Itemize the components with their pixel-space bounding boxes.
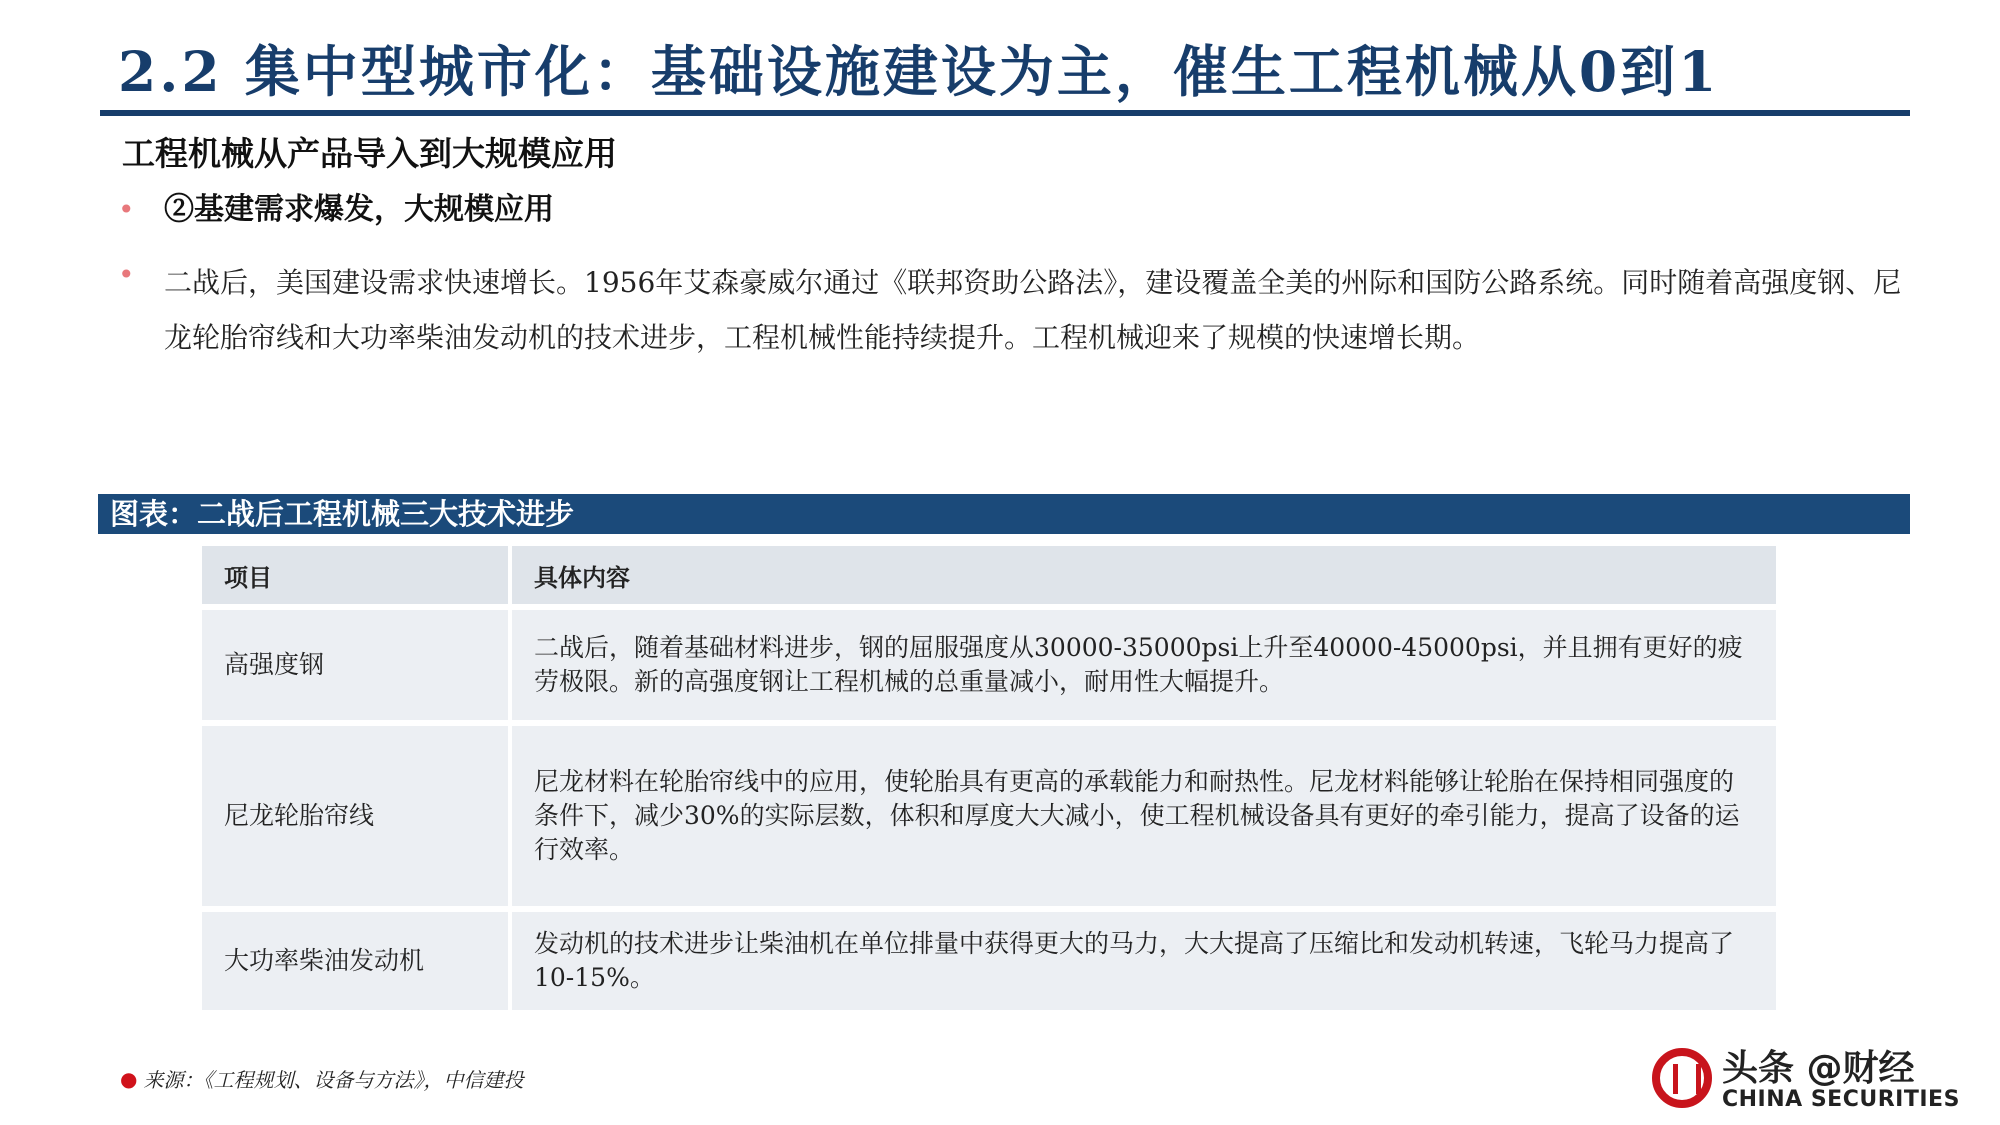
watermark-text: 头条 @财经: [1722, 1048, 1915, 1089]
bullet-dot-icon: •: [118, 258, 135, 291]
source-text: 来源：《工程规划、设备与方法》，中信建投: [143, 1068, 524, 1092]
item-cell: 大功率柴油发动机: [202, 912, 512, 1010]
bullet-dot-icon: •: [118, 193, 135, 226]
figure-title: 图表：二战后工程机械三大技术进步: [98, 494, 1910, 534]
table-header-row: [202, 546, 1776, 604]
table-row: [202, 726, 1776, 906]
column-header: 具体内容: [512, 546, 1776, 604]
bullet-point: [118, 255, 1918, 365]
bullet-point: [118, 190, 554, 230]
bullet-text: ②基建需求爆发，大规模应用: [164, 192, 554, 227]
bullet-text: 二战后，美国建设需求快速增长。1956年艾森豪威尔通过《联邦资助公路法》，建设覆盖全美的州际和国防公路系统。同时随着高强度钢、尼龙轮胎帘线和大功率柴油发动机的技术进步，工程机械性能持续提升。工程机械迎来了规模的快速增长期。: [164, 266, 1902, 354]
logo-text: CHINA SECURITIES: [1722, 1087, 1960, 1112]
page-title: 2.2 集中型城市化：基础设施建设为主，催生工程机械从0到1: [118, 39, 1720, 104]
content-cell: 发动机的技术进步让柴油机在单位排量中获得更大的马力，大大提高了压缩比和发动机转速，飞轮马力提高了10-15%。: [512, 912, 1776, 1010]
source-dot-icon: ●: [120, 1066, 138, 1091]
source-note: [120, 1064, 523, 1093]
title-divider: [100, 110, 1910, 116]
content-cell: 尼龙材料在轮胎帘线中的应用，使轮胎具有更高的承载能力和耐热性。尼龙材料能够让轮胎在保持相同强度的条件下，减少30%的实际层数，体积和厚度大大减小，使工程机械设备具有更好的牵引能力，提高了设备的运行效率。: [512, 726, 1776, 906]
china-securities-logo-icon: [1652, 1048, 1712, 1108]
section-subtitle: 工程机械从产品导入到大规模应用: [122, 134, 617, 173]
item-cell: 尼龙轮胎帘线: [202, 726, 512, 906]
content-cell: 二战后，随着基础材料进步，钢的屈服强度从30000-35000psi上升至40000-45000psi，并且拥有更好的疲劳极限。新的高强度钢让工程机械的总重量减小，耐用性大幅提升。: [512, 610, 1776, 720]
column-header: 项目: [202, 546, 512, 604]
tech-progress-table: [202, 540, 1776, 1016]
item-cell: 高强度钢: [202, 610, 512, 720]
table-row: [202, 610, 1776, 720]
logo-block: [1722, 1040, 1960, 1112]
table-row: [202, 912, 1776, 1010]
